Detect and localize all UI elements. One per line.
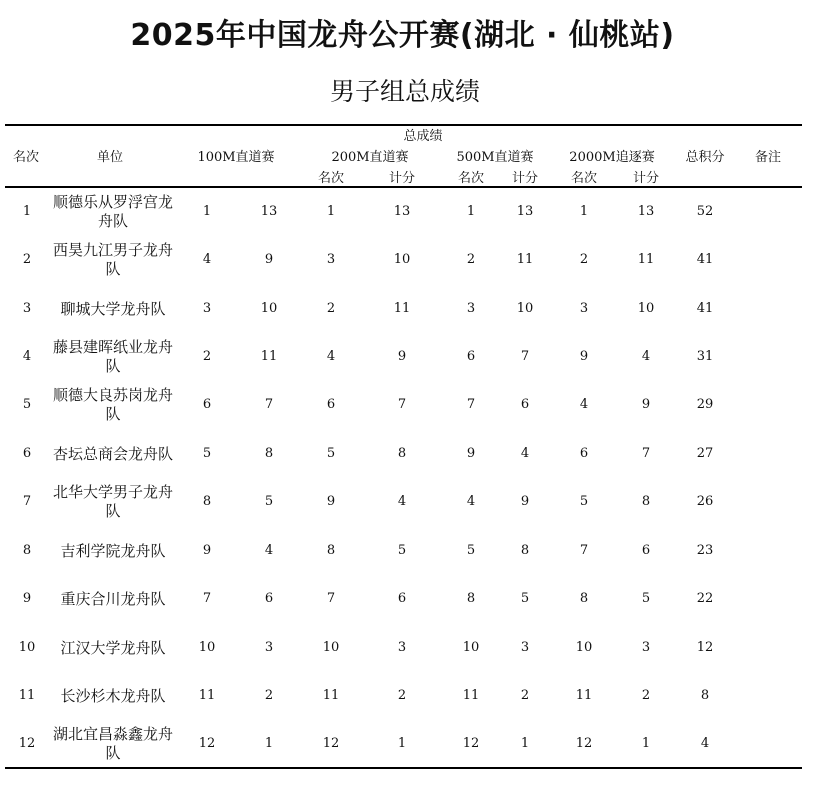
cell-s200: 11 (393, 301, 411, 316)
cell-s100: 6 (264, 591, 274, 606)
cell-r200: 7 (326, 591, 336, 606)
cell-s200: 2 (397, 688, 407, 703)
cell-s100: 3 (264, 640, 274, 655)
cell-r100: 1 (202, 204, 212, 219)
cell-s100: 8 (264, 446, 274, 461)
table-top-rule (5, 124, 802, 126)
cell-s500: 3 (520, 640, 530, 655)
cell-r200: 9 (326, 494, 336, 509)
header-200m: 200M直道赛 (331, 150, 409, 165)
cell-r100: 10 (198, 640, 216, 655)
cell-r500: 9 (466, 446, 476, 461)
cell-s200: 9 (397, 349, 407, 364)
cell-unit: 吉利学院龙舟队 (60, 541, 166, 560)
cell-s500: 9 (520, 494, 530, 509)
cell-r2000: 7 (579, 543, 589, 558)
cell-r2000: 11 (575, 688, 593, 703)
cell-s500: 8 (520, 543, 530, 558)
subheader-200m-rank: 名次 (317, 171, 345, 186)
cell-s100: 9 (264, 252, 274, 267)
cell-unit: 北华大学男子龙舟队 (52, 483, 173, 520)
cell-s200: 10 (393, 252, 411, 267)
cell-r2000: 9 (579, 349, 589, 364)
cell-s2000: 2 (641, 688, 651, 703)
cell-s2000: 11 (637, 252, 655, 267)
cell-r2000: 3 (579, 301, 589, 316)
cell-s2000: 5 (641, 591, 651, 606)
cell-rank: 7 (22, 494, 32, 509)
cell-total: 27 (696, 446, 714, 461)
cell-total: 4 (700, 736, 710, 751)
cell-total: 41 (696, 252, 714, 267)
cell-r2000: 1 (579, 204, 589, 219)
cell-s100: 10 (260, 301, 278, 316)
cell-rank: 9 (22, 591, 32, 606)
cell-s100: 13 (260, 204, 278, 219)
cell-r200: 3 (326, 252, 336, 267)
cell-s2000: 1 (641, 736, 651, 751)
cell-s2000: 8 (641, 494, 651, 509)
header-overall: 总成绩 (403, 129, 443, 144)
cell-s500: 10 (516, 301, 534, 316)
cell-s2000: 9 (641, 397, 651, 412)
cell-s500: 13 (516, 204, 534, 219)
cell-r100: 3 (202, 301, 212, 316)
cell-r500: 5 (466, 543, 476, 558)
cell-rank: 3 (22, 301, 32, 316)
cell-s200: 1 (397, 736, 407, 751)
cell-r500: 2 (466, 252, 476, 267)
cell-r200: 4 (326, 349, 336, 364)
cell-rank: 2 (22, 252, 32, 267)
cell-rank: 12 (18, 736, 36, 751)
cell-r100: 11 (198, 688, 216, 703)
cell-r200: 2 (326, 301, 336, 316)
header-total: 总积分 (685, 150, 725, 165)
cell-r100: 12 (198, 736, 216, 751)
cell-unit: 聊城大学龙舟队 (60, 299, 166, 318)
cell-s2000: 10 (637, 301, 655, 316)
cell-r2000: 12 (575, 736, 593, 751)
cell-r200: 8 (326, 543, 336, 558)
cell-r500: 6 (466, 349, 476, 364)
cell-unit: 西昊九江男子龙舟队 (52, 241, 173, 278)
cell-r500: 8 (466, 591, 476, 606)
cell-unit: 湖北宜昌淼鑫龙舟队 (52, 725, 173, 762)
cell-s200: 5 (397, 543, 407, 558)
cell-r200: 5 (326, 446, 336, 461)
cell-r500: 11 (462, 688, 480, 703)
cell-r200: 6 (326, 397, 336, 412)
cell-r2000: 4 (579, 397, 589, 412)
subheader-200m-score: 计分 (388, 171, 416, 186)
cell-unit: 顺德大良苏岗龙舟队 (52, 386, 173, 423)
cell-rank: 6 (22, 446, 32, 461)
cell-s100: 1 (264, 736, 274, 751)
cell-r2000: 10 (575, 640, 593, 655)
cell-r2000: 8 (579, 591, 589, 606)
cell-s2000: 4 (641, 349, 651, 364)
cell-s2000: 13 (637, 204, 655, 219)
cell-s200: 6 (397, 591, 407, 606)
cell-total: 23 (696, 543, 714, 558)
subheader-2000m-rank: 名次 (570, 171, 598, 186)
cell-total: 52 (696, 204, 714, 219)
cell-s500: 7 (520, 349, 530, 364)
cell-s200: 7 (397, 397, 407, 412)
cell-r2000: 2 (579, 252, 589, 267)
subheader-500m-score: 计分 (511, 171, 539, 186)
cell-total: 29 (696, 397, 714, 412)
cell-unit: 杏坛总商会龙舟队 (52, 444, 173, 463)
page-title: 2025年中国龙舟公开赛(湖北 · 仙桃站) (130, 18, 675, 53)
cell-s100: 4 (264, 543, 274, 558)
cell-s500: 1 (520, 736, 530, 751)
cell-r100: 6 (202, 397, 212, 412)
cell-total: 26 (696, 494, 714, 509)
cell-total: 31 (696, 349, 714, 364)
cell-r200: 11 (322, 688, 340, 703)
cell-total: 12 (696, 640, 714, 655)
cell-r500: 7 (466, 397, 476, 412)
cell-r100: 4 (202, 252, 212, 267)
cell-r500: 10 (462, 640, 480, 655)
cell-r200: 12 (322, 736, 340, 751)
cell-r100: 5 (202, 446, 212, 461)
cell-total: 22 (696, 591, 714, 606)
cell-s500: 5 (520, 591, 530, 606)
cell-r200: 10 (322, 640, 340, 655)
cell-r100: 8 (202, 494, 212, 509)
cell-r500: 12 (462, 736, 480, 751)
page-subtitle: 男子组总成绩 (329, 77, 480, 106)
cell-unit: 藤县建晖纸业龙舟队 (52, 338, 173, 375)
cell-rank: 4 (22, 349, 32, 364)
cell-r2000: 5 (579, 494, 589, 509)
cell-total: 8 (700, 688, 710, 703)
cell-s100: 2 (264, 688, 274, 703)
cell-s200: 4 (397, 494, 407, 509)
cell-s2000: 7 (641, 446, 651, 461)
cell-r100: 2 (202, 349, 212, 364)
subheader-500m-rank: 名次 (457, 171, 485, 186)
cell-s200: 8 (397, 446, 407, 461)
cell-s100: 11 (260, 349, 278, 364)
header-500m: 500M直道赛 (456, 150, 534, 165)
cell-rank: 11 (18, 688, 36, 703)
cell-total: 41 (696, 301, 714, 316)
header-unit: 单位 (96, 150, 124, 165)
cell-r200: 1 (326, 204, 336, 219)
header-rank: 名次 (12, 150, 40, 165)
table-bottom-rule (5, 767, 802, 769)
cell-s500: 2 (520, 688, 530, 703)
cell-r2000: 6 (579, 446, 589, 461)
cell-s200: 3 (397, 640, 407, 655)
cell-s100: 7 (264, 397, 274, 412)
header-note: 备注 (754, 150, 782, 165)
cell-rank: 1 (22, 204, 32, 219)
cell-s500: 4 (520, 446, 530, 461)
cell-rank: 8 (22, 543, 32, 558)
header-2000m: 2000M追逐赛 (569, 150, 655, 165)
cell-r100: 7 (202, 591, 212, 606)
cell-r500: 3 (466, 301, 476, 316)
cell-rank: 5 (22, 397, 32, 412)
cell-s100: 5 (264, 494, 274, 509)
cell-r500: 4 (466, 494, 476, 509)
cell-s500: 6 (520, 397, 530, 412)
cell-unit: 顺德乐从罗浮宫龙舟队 (52, 193, 173, 230)
cell-r100: 9 (202, 543, 212, 558)
cell-s200: 13 (393, 204, 411, 219)
cell-unit: 江汉大学龙舟队 (60, 638, 166, 657)
cell-rank: 10 (18, 640, 36, 655)
cell-r500: 1 (466, 204, 476, 219)
cell-s2000: 3 (641, 640, 651, 655)
cell-s2000: 6 (641, 543, 651, 558)
cell-unit: 重庆合川龙舟队 (60, 589, 166, 608)
subheader-2000m-score: 计分 (632, 171, 660, 186)
cell-s500: 11 (516, 252, 534, 267)
cell-unit: 长沙杉木龙舟队 (60, 686, 166, 705)
header-100m: 100M直道赛 (197, 150, 275, 165)
